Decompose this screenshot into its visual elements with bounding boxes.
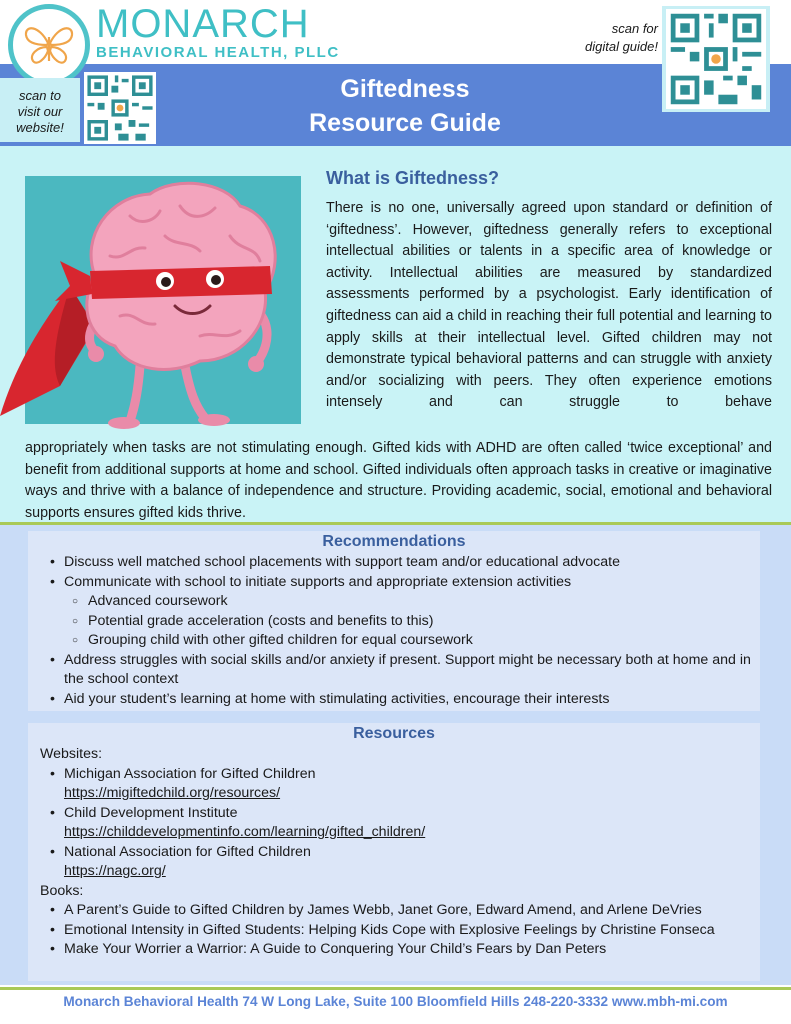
page-title bbox=[250, 72, 560, 140]
websites-label: Websites: bbox=[40, 746, 103, 762]
list-item bbox=[28, 690, 760, 710]
list-item-text: Address struggles with social skills and/or anxiety if present. Support might be necessary both at home and in the school context bbox=[64, 651, 751, 687]
book-item: • Make Your Worrier a Warrior: A Guide to Conquering Your Child’s Fears by Dan Peters bbox=[28, 940, 760, 960]
website-name: Michigan Association for Gifted Children bbox=[64, 765, 316, 782]
intro-paragraph: There is no one, universally agreed upon standard or definition of ‘giftedness’. However, giftedness generally refers to exceptional intellectual abilities or talents in a specific area of knowledge or activity. Intellectual abilities are measured by standardized assessments performed by a psychologist. Early identification of giftedness can aid a child in reaching their full potential and learning to apply skills at their intellectual level. Gifted children may not demonstrate typical behavioral patterns and can struggle with anxiety and/or socializing with peers. They often experience emotions intensely and can struggle to behave bbox=[326, 200, 772, 411]
footer-contact: Monarch Behavioral Health 74 W Long Lake, Suite 100 Bloomfield Hills 248-220-3332 www.mbh-mi.com bbox=[63, 994, 728, 1009]
websites-list bbox=[28, 765, 760, 882]
sub-list-item: ○ Advanced coursework bbox=[64, 592, 760, 612]
resources-heading: Resources bbox=[353, 725, 435, 742]
scan-left-line: scan to bbox=[19, 88, 61, 103]
book-item: • Emotional Intensity in Gifted Students: Helping Kids Cope with Explosive Feelings by Christine Fonseca bbox=[28, 921, 760, 941]
lower-section bbox=[0, 525, 791, 985]
resources-panel bbox=[28, 723, 760, 981]
recommendations-panel bbox=[28, 531, 760, 711]
book-item: • A Parent’s Guide to Gifted Children by James Webb, Janet Gore, Edward Amend, and Arlene DeVries bbox=[28, 901, 760, 921]
intro-paragraph-continued: appropriately when tasks are not stimulating enough. Gifted kids with ADHD are often called ‘twice exceptional’ and benefit from additional supports at home and school. Gifted individuals often approach tasks in creative or imaginative ways and thrive with a balance of independence and structure. Providing academic, social, emotional and behavioral supports ensures gifted kids thrive. bbox=[25, 440, 772, 521]
title-line: Resource Guide bbox=[309, 109, 501, 137]
logo[interactable] bbox=[8, 4, 90, 86]
scan-guide-note bbox=[540, 20, 658, 56]
recommendations-list bbox=[28, 553, 760, 709]
website-name: National Association for Gifted Children bbox=[64, 843, 311, 860]
what-is-giftedness-section bbox=[0, 146, 791, 522]
title-line: Giftedness bbox=[340, 75, 470, 103]
sub-list-item: ○ Potential grade acceleration (costs and benefits to this) bbox=[64, 612, 760, 632]
website-qr-icon[interactable] bbox=[84, 72, 156, 144]
list-item bbox=[28, 553, 760, 573]
list-item-text: Discuss well matched school placements with support team and/or educational advocate bbox=[64, 554, 620, 570]
superhero-brain-illustration bbox=[0, 166, 300, 426]
sub-list bbox=[64, 592, 760, 651]
books-list bbox=[28, 901, 760, 960]
illustration-panel bbox=[25, 176, 301, 424]
digital-guide-qr-frame bbox=[662, 6, 770, 112]
website-link[interactable]: https://nagc.org/ bbox=[64, 863, 166, 879]
scan-left-line: website! bbox=[16, 120, 64, 135]
brand-subtitle: BEHAVIORAL HEALTH, PLLC bbox=[96, 44, 340, 61]
website-link[interactable]: https://migiftedchild.org/resources/ bbox=[64, 785, 281, 801]
list-item bbox=[28, 573, 760, 651]
brand-name: MONARCH bbox=[96, 2, 310, 46]
digital-guide-qr-icon[interactable] bbox=[665, 9, 767, 109]
list-item bbox=[28, 651, 760, 690]
butterfly-icon bbox=[21, 21, 77, 69]
books-label: Books: bbox=[40, 882, 84, 899]
section-heading: What is Giftedness? bbox=[326, 168, 500, 188]
sub-list-item: ○ Grouping child with other gifted children for equal coursework bbox=[64, 631, 760, 651]
scan-website-note bbox=[0, 78, 80, 142]
website-item bbox=[28, 765, 760, 804]
scan-right-line: scan for bbox=[611, 21, 658, 36]
list-item-text: Aid your student’s learning at home with stimulating activities, encourage their interests bbox=[64, 690, 610, 707]
website-item bbox=[28, 804, 760, 843]
scan-right-line: digital guide! bbox=[585, 39, 658, 54]
website-link[interactable]: https://childdevelopmentinfo.com/learning/gifted_children/ bbox=[64, 824, 426, 840]
divider bbox=[0, 987, 791, 990]
website-item bbox=[28, 843, 760, 882]
website-name: Child Development Institute bbox=[64, 804, 238, 821]
list-item-text: Communicate with school to initiate supports and appropriate extension activities bbox=[64, 573, 572, 590]
recommendations-heading: Recommendations bbox=[322, 533, 466, 550]
scan-left-line: visit our bbox=[17, 104, 63, 119]
